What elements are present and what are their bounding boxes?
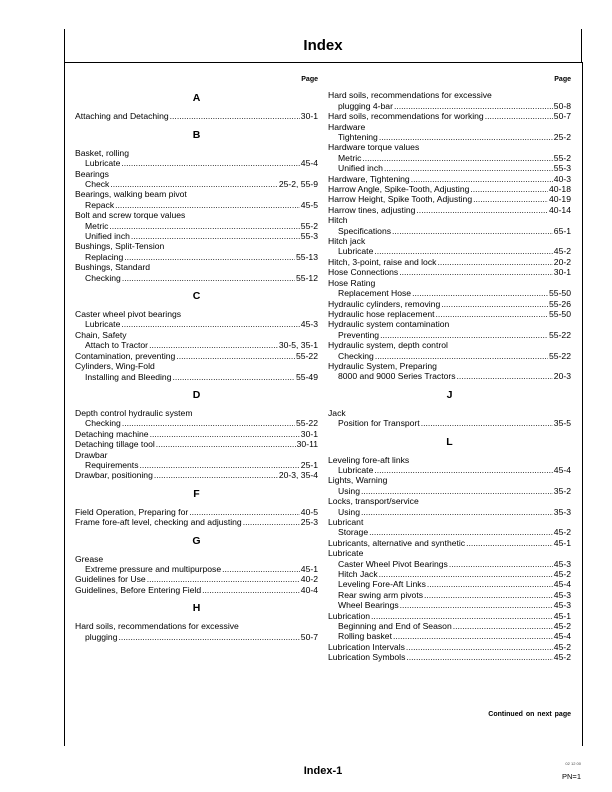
dot-leader [121, 158, 299, 168]
index-list-right [328, 90, 571, 662]
index-heading: Drawbar [75, 449, 108, 460]
dot-leader [470, 184, 548, 194]
entry-page: 30-11 [296, 439, 318, 450]
entry-page: 45-3 [553, 600, 571, 611]
dot-leader [375, 351, 548, 361]
entry-page: 45-1 [553, 537, 571, 548]
dot-leader [453, 621, 553, 631]
index-entry [75, 221, 318, 231]
entry-text: Checking [338, 350, 374, 361]
index-entry [328, 111, 571, 121]
entry-text: Guidelines for Use [75, 574, 146, 585]
continued-note: Continued on next page [488, 711, 571, 718]
index-entry [328, 194, 571, 204]
section-letter: H [192, 602, 201, 615]
entry-page: 55-12 [296, 272, 318, 283]
entry-page: 65-1 [553, 225, 571, 236]
index-heading: Caster wheel pivot bearings [75, 309, 182, 320]
entry-page: 45-1 [553, 610, 571, 621]
entry-page: 40-4 [300, 584, 318, 595]
entry-page: 45-3 [553, 558, 571, 569]
index-entry [328, 371, 571, 381]
entry-page: 45-1 [300, 563, 318, 574]
index-entry [328, 418, 571, 428]
index-heading: Locks, transport/service [328, 496, 419, 507]
index-entry [328, 330, 571, 340]
pn-number: PN=1 [562, 772, 581, 781]
index-entry [328, 569, 571, 579]
index-heading: Chain, Safety [75, 329, 127, 340]
index-heading: Hydraulic System, Preparing [328, 360, 437, 371]
index-list-left [75, 91, 318, 642]
index-entry [75, 564, 318, 574]
entry-page: 55-22 [549, 329, 571, 340]
index-heading: Hitch jack [328, 236, 366, 247]
entry-page: 40-19 [549, 194, 571, 205]
dot-leader [109, 221, 299, 231]
dot-leader [411, 174, 553, 184]
index-entry [328, 246, 571, 256]
dot-leader [243, 517, 300, 527]
entry-page: 55-22 [296, 418, 318, 429]
index-entry [75, 340, 318, 350]
dot-leader [406, 652, 552, 662]
entry-page: 55-50 [549, 288, 571, 299]
entry-page: 45-4 [553, 631, 571, 642]
index-entry [75, 439, 318, 449]
dot-leader [154, 470, 278, 480]
index-entry [328, 621, 571, 631]
entry-page: 55-26 [549, 298, 571, 309]
entry-page: 55-22 [296, 350, 318, 361]
footer-code: 02 12 00 [565, 761, 581, 766]
entry-page: 50-7 [553, 111, 571, 122]
index-entry [328, 538, 571, 548]
index-heading: Lights, Warning [328, 475, 388, 486]
section-letter: B [192, 128, 201, 141]
section-letter: A [192, 92, 201, 105]
dot-leader [485, 111, 553, 121]
dot-leader [110, 179, 277, 189]
dot-leader [176, 351, 295, 361]
index-entry [75, 319, 318, 329]
index-heading: Basket, rolling [75, 147, 129, 158]
entry-page: 55-13 [296, 251, 318, 262]
dot-leader [122, 273, 295, 283]
entry-page: 45-2 [553, 527, 571, 538]
entry-text: plugging [85, 631, 118, 642]
index-entry [328, 257, 571, 267]
entry-page: 20-2 [553, 256, 571, 267]
index-entry [75, 632, 318, 642]
entry-text: Replacement Hose [338, 288, 412, 299]
dot-leader [473, 194, 548, 204]
footer-page-number: Index-1 [303, 765, 343, 777]
entry-text: Replacing [85, 251, 124, 262]
entry-text: Rolling basket [338, 631, 392, 642]
index-entry [328, 579, 571, 589]
index-heading: Hardware [328, 121, 366, 132]
index-heading: Bolt and screw torque values [75, 210, 186, 221]
entry-text: Checking [85, 418, 121, 429]
entry-page: 45-4 [553, 464, 571, 475]
entry-page: 35-5 [553, 418, 571, 429]
dot-leader [147, 574, 300, 584]
entry-text: Drawbar, positioning [75, 470, 153, 481]
entry-page: 50-7 [300, 631, 318, 642]
entry-page: 25-2, 55-9 [278, 179, 318, 190]
index-entry [328, 611, 571, 621]
entry-text: Using [338, 485, 360, 496]
dot-leader [149, 340, 278, 350]
entry-page: 30-5, 35-1 [278, 340, 318, 351]
dot-leader [122, 418, 295, 428]
entry-page: 45-2 [553, 641, 571, 652]
index-entry [75, 158, 318, 168]
dot-leader [156, 439, 296, 449]
entry-page: 45-2 [553, 246, 571, 257]
dot-leader [369, 527, 553, 537]
index-heading: Hard soils, recommendations for excessive [328, 90, 492, 101]
index-entry [75, 372, 318, 382]
entry-page: 40-2 [300, 574, 318, 585]
entry-text: Beginning and End of Season [338, 621, 452, 632]
entry-page: 55-3 [300, 231, 318, 242]
entry-text: Guidelines, Before Entering Field [75, 584, 202, 595]
index-heading: Grease [75, 553, 104, 564]
index-heading: Jack [328, 407, 346, 418]
index-entry [328, 652, 571, 662]
section-letter: J [446, 388, 453, 401]
entry-text: Metric [338, 152, 362, 163]
index-entry [75, 179, 318, 189]
entry-text: Lubrication Intervals [328, 641, 405, 652]
entry-page: 25-2 [553, 132, 571, 143]
page-column-header: Page [554, 76, 571, 83]
dot-leader [115, 200, 300, 210]
entry-text: Contamination, preventing [75, 350, 176, 361]
entry-text: Requirements [85, 459, 139, 470]
dot-leader [466, 538, 553, 548]
index-heading: Hydraulic system, depth control [328, 340, 448, 351]
page-title: Index [303, 37, 343, 54]
entry-page: 20-3 [553, 371, 571, 382]
dot-leader [424, 590, 553, 600]
index-entry [75, 585, 318, 595]
entry-text: Check [85, 179, 110, 190]
entry-text: Frame fore-aft level, checking and adjusting [75, 517, 242, 528]
entry-page: 45-5 [300, 199, 318, 210]
index-heading: Cylinders, Wing-Fold [75, 361, 155, 372]
index-heading: Hitch [328, 215, 348, 226]
entry-text: Hydraulic cylinders, removing [328, 298, 441, 309]
index-entry [328, 631, 571, 641]
dot-leader [412, 288, 548, 298]
dot-leader [374, 246, 552, 256]
entry-text: Installing and Bleeding [85, 371, 172, 382]
entry-page: 40-5 [300, 506, 318, 517]
index-heading: Hydraulic system contamination [328, 319, 450, 330]
entry-page: 55-2 [553, 152, 571, 163]
entry-page: 30-1 [300, 428, 318, 439]
entry-text: Extreme pressure and multipurpose [85, 563, 222, 574]
index-entry [328, 351, 571, 361]
entry-text: Checking [85, 272, 121, 283]
dot-leader [170, 111, 300, 121]
dot-leader [202, 585, 300, 595]
index-heading: Bushings, Split-Tension [75, 241, 165, 252]
entry-page: 55-50 [549, 308, 571, 319]
index-entry [75, 429, 318, 439]
entry-text: Detaching machine [75, 428, 149, 439]
entry-text: Attach to Tractor [85, 340, 149, 351]
entry-page: 35-2 [553, 485, 571, 496]
index-entry [328, 486, 571, 496]
entry-text: Wheel Bearings [338, 600, 399, 611]
dot-leader [384, 163, 553, 173]
entry-text: Unified inch [85, 231, 130, 242]
entry-page: 45-4 [300, 158, 318, 169]
index-entry [328, 153, 571, 163]
entry-text: Detaching tillage tool [75, 439, 155, 450]
index-entry [328, 507, 571, 517]
dot-leader [421, 418, 553, 428]
entry-text: Caster Wheel Pivot Bearings [338, 558, 448, 569]
dot-leader [457, 371, 553, 381]
index-entry [75, 111, 318, 121]
index-entry [75, 231, 318, 241]
entry-text: Repack [85, 199, 115, 210]
index-entry [75, 470, 318, 480]
entry-text: Rear swing arm pivots [338, 589, 424, 600]
index-entry [75, 460, 318, 470]
dot-leader [394, 101, 553, 111]
entry-text: Metric [85, 220, 109, 231]
dot-leader [406, 642, 553, 652]
entry-page: 35-3 [553, 506, 571, 517]
entry-page: 20-3, 35-4 [278, 470, 318, 481]
index-entry [75, 418, 318, 428]
dot-leader [371, 611, 553, 621]
dot-leader [172, 372, 295, 382]
index-entry [75, 507, 318, 517]
entry-page: 50-8 [553, 100, 571, 111]
dot-leader [400, 600, 553, 610]
index-heading: Bearings [75, 168, 109, 179]
dot-leader [427, 579, 553, 589]
dot-leader [119, 632, 300, 642]
index-entry [75, 252, 318, 262]
entry-text: Hitch, 3-point, raise and lock [328, 256, 437, 267]
index-heading: Hardware torque values [328, 142, 420, 153]
dot-leader [392, 226, 553, 236]
entry-text: Position for Transport [338, 418, 420, 429]
index-entry [328, 226, 571, 236]
index-entry [328, 184, 571, 194]
entry-text: Hitch Jack [338, 569, 378, 580]
entry-text: Harrow tines, adjusting [328, 204, 416, 215]
index-entry [328, 465, 571, 475]
entry-text: Specifications [338, 225, 392, 236]
section-letter: L [446, 435, 453, 448]
entry-page: 45-3 [300, 319, 318, 330]
entry-page: 55-49 [296, 371, 318, 382]
entry-text: Hydraulic hose replacement [328, 308, 435, 319]
dot-leader [393, 631, 553, 641]
entry-text: Harrow Angle, Spike-Tooth, Adjusting [328, 184, 470, 195]
index-entry [328, 559, 571, 569]
index-heading: Hard soils, recommendations for excessive [75, 621, 239, 632]
index-entry [328, 101, 571, 111]
index-entry [75, 351, 318, 361]
entry-text: Field Operation, Preparing for [75, 506, 189, 517]
dot-leader [436, 309, 548, 319]
entry-page: 45-2 [553, 569, 571, 580]
dot-leader [399, 267, 553, 277]
index-heading: Depth control hydraulic system [75, 407, 193, 418]
dot-leader [374, 465, 552, 475]
entry-text: Harrow Height, Spike Tooth, Adjusting [328, 194, 473, 205]
entry-page: 55-3 [553, 163, 571, 174]
dot-leader [437, 257, 552, 267]
dot-leader [361, 486, 553, 496]
entry-text: Tightening [338, 132, 378, 143]
index-column-right [328, 75, 571, 663]
entry-page: 30-1 [553, 267, 571, 278]
dot-leader [150, 429, 300, 439]
entry-text: Hose Connections [328, 267, 399, 278]
section-letter: C [192, 290, 201, 303]
dot-leader [361, 507, 553, 517]
index-entry [75, 574, 318, 584]
entry-page: 40-3 [553, 173, 571, 184]
index-entry [328, 205, 571, 215]
entry-text: Unified inch [338, 163, 383, 174]
index-entry [328, 299, 571, 309]
dot-leader [189, 507, 300, 517]
index-entry [328, 309, 571, 319]
dot-leader [449, 559, 553, 569]
entry-text: Using [338, 506, 360, 517]
entry-text: 8000 and 9000 Series Tractors [338, 371, 456, 382]
index-heading: Lubricant [328, 517, 364, 528]
entry-page: 55-22 [549, 350, 571, 361]
index-entry [328, 600, 571, 610]
index-heading: Bearings, walking beam pivot [75, 189, 187, 200]
entry-text: Lubricate [85, 158, 121, 169]
entry-page: 45-4 [553, 579, 571, 590]
dot-leader [379, 132, 553, 142]
entry-page: 25-3 [300, 517, 318, 528]
entry-text: Hard soils, recommendations for working [328, 111, 484, 122]
entry-page: 40-14 [549, 204, 571, 215]
index-entry [75, 273, 318, 283]
entry-text: Leveling Fore-Aft Links [338, 579, 426, 590]
entry-text: Preventing [338, 329, 380, 340]
entry-page: 45-2 [553, 652, 571, 663]
dot-leader [222, 564, 300, 574]
index-heading: Leveling fore-aft links [328, 454, 410, 465]
entry-page: 45-2 [553, 621, 571, 632]
entry-page: 25-1 [300, 459, 318, 470]
dot-leader [379, 569, 553, 579]
index-heading: Bushings, Standard [75, 262, 151, 273]
entry-text: Hardware, Tightening [328, 173, 410, 184]
index-entry [75, 517, 318, 527]
dot-leader [131, 231, 300, 241]
section-letter: D [192, 388, 201, 401]
index-heading: Lubricate [328, 548, 364, 559]
entry-page: 40-18 [549, 184, 571, 195]
entry-text: Lubricate [85, 319, 121, 330]
dot-leader [362, 153, 552, 163]
entry-page: 30-1 [300, 111, 318, 122]
entry-text: Lubricate [338, 246, 374, 257]
dot-leader [416, 205, 548, 215]
entry-page: 45-3 [553, 589, 571, 600]
index-entry [328, 163, 571, 173]
dot-leader [124, 252, 295, 262]
entry-text: Lubricants, alternative and synthetic [328, 537, 466, 548]
dot-leader [441, 299, 548, 309]
index-entry [328, 132, 571, 142]
entry-page: 55-2 [300, 220, 318, 231]
entry-text: Lubricate [338, 464, 374, 475]
index-entry [328, 590, 571, 600]
entry-text: plugging 4-bar [338, 100, 393, 111]
index-column-left [75, 75, 318, 642]
dot-leader [140, 460, 300, 470]
dot-leader [380, 330, 548, 340]
index-entry [328, 174, 571, 184]
index-entry [328, 527, 571, 537]
index-entry [328, 267, 571, 277]
dot-leader [121, 319, 299, 329]
index-entry [75, 200, 318, 210]
section-letter: G [192, 534, 201, 547]
index-entry [328, 642, 571, 652]
section-letter: F [193, 487, 200, 500]
page-column-header: Page [301, 76, 318, 83]
index-heading: Hose Rating [328, 277, 376, 288]
entry-text: Storage [338, 527, 369, 538]
entry-text: Lubrication Symbols [328, 652, 406, 663]
entry-text: Attaching and Detaching [75, 111, 169, 122]
index-entry [328, 288, 571, 298]
entry-text: Lubrication [328, 610, 371, 621]
